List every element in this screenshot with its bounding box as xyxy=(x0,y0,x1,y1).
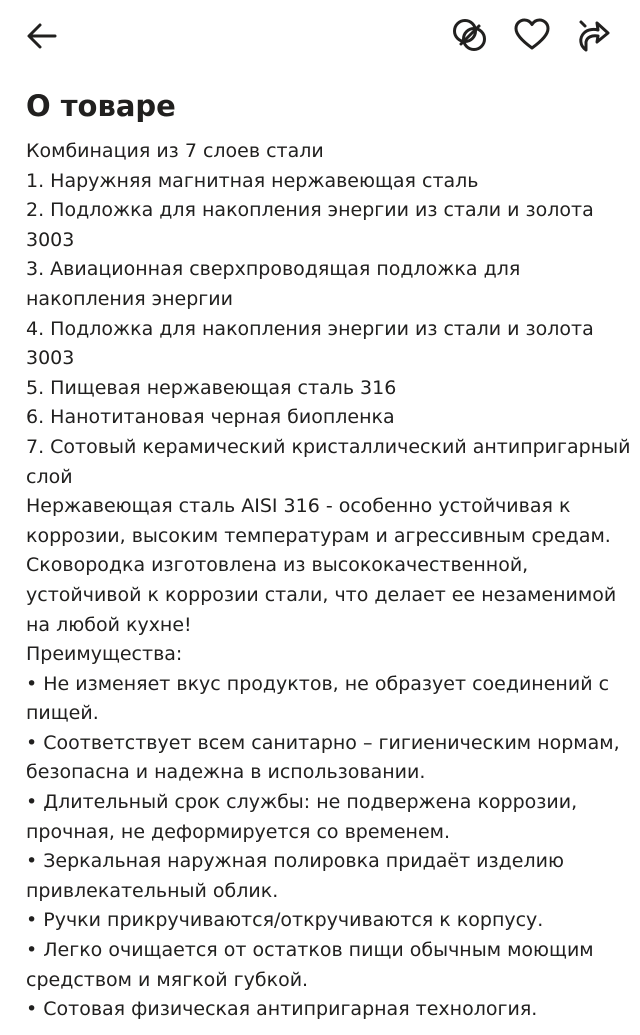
description-line: слой xyxy=(26,465,73,488)
heart-icon[interactable] xyxy=(512,15,552,55)
share-icon[interactable] xyxy=(573,14,615,56)
arrow-left-icon[interactable] xyxy=(22,16,62,56)
description-line: Преимущества: xyxy=(26,643,183,666)
description-line: 7. Сотовый керамический кристаллический антипригарный xyxy=(26,435,631,458)
description-line: • Не изменяет вкус продуктов, не образует соединений с xyxy=(26,672,610,695)
description-line: средством и мягкой губкой. xyxy=(26,968,309,991)
description-line: 3003 xyxy=(26,347,75,370)
description-line: • Легко очищается от остатков пищи обычным моющим xyxy=(26,939,594,962)
page-title: О товаре xyxy=(26,89,176,123)
description-line: Сковородка изготовлена из высококачественной, xyxy=(26,554,529,577)
description-line: 3003 xyxy=(26,228,75,251)
description-line: накопления энергии xyxy=(26,287,233,310)
description-line: привлекательный облик. xyxy=(26,879,279,902)
description-line: • Ручки прикручиваются/откручиваются к корпусу. xyxy=(26,909,544,932)
description-line: • Сотовая физическая антипригарная технология. xyxy=(26,998,538,1021)
top-bar xyxy=(0,0,640,74)
description-line: Комбинация из 7 слоев стали xyxy=(26,140,324,162)
description-line: • Зеркальная наружная полировка придаёт изделию xyxy=(26,850,564,873)
description-line: безопасна и надежна в использовании. xyxy=(26,761,426,784)
description-line: коррозии, высоким температурам и агрессивным средам. xyxy=(26,524,611,547)
description-line: 2. Подложка для накопления энергии из стали и золота xyxy=(26,199,594,222)
description-line: • Длительный срок службы: не подвержена коррозии, xyxy=(26,791,578,814)
description-line: пищей. xyxy=(26,702,99,725)
description-line: прочная, не деформируется со временем. xyxy=(26,820,451,843)
description-line: устойчивой к коррозии стали, что делает ее незаменимой xyxy=(26,583,617,606)
description-line: Нержавеющая сталь AISI 316 - особенно устойчивая к xyxy=(26,495,571,518)
product-description xyxy=(26,137,631,1025)
description-line: 5. Пищевая нержавеющая сталь 316 xyxy=(26,376,397,399)
description-line: 4. Подложка для накопления энергии из стали и золота xyxy=(26,317,594,340)
description-line: на любой кухне! xyxy=(26,613,192,636)
description-line: 6. Нанотитановая черная биопленка xyxy=(26,406,395,429)
compare-icon[interactable] xyxy=(450,15,490,55)
description-line: 3. Авиационная сверхпроводящая подложка для xyxy=(26,258,521,281)
description-line: • Соответствует всем санитарно – гигиеническим нормам, xyxy=(26,731,620,754)
description-line: 1. Наружняя магнитная нержавеющая сталь xyxy=(26,169,479,192)
